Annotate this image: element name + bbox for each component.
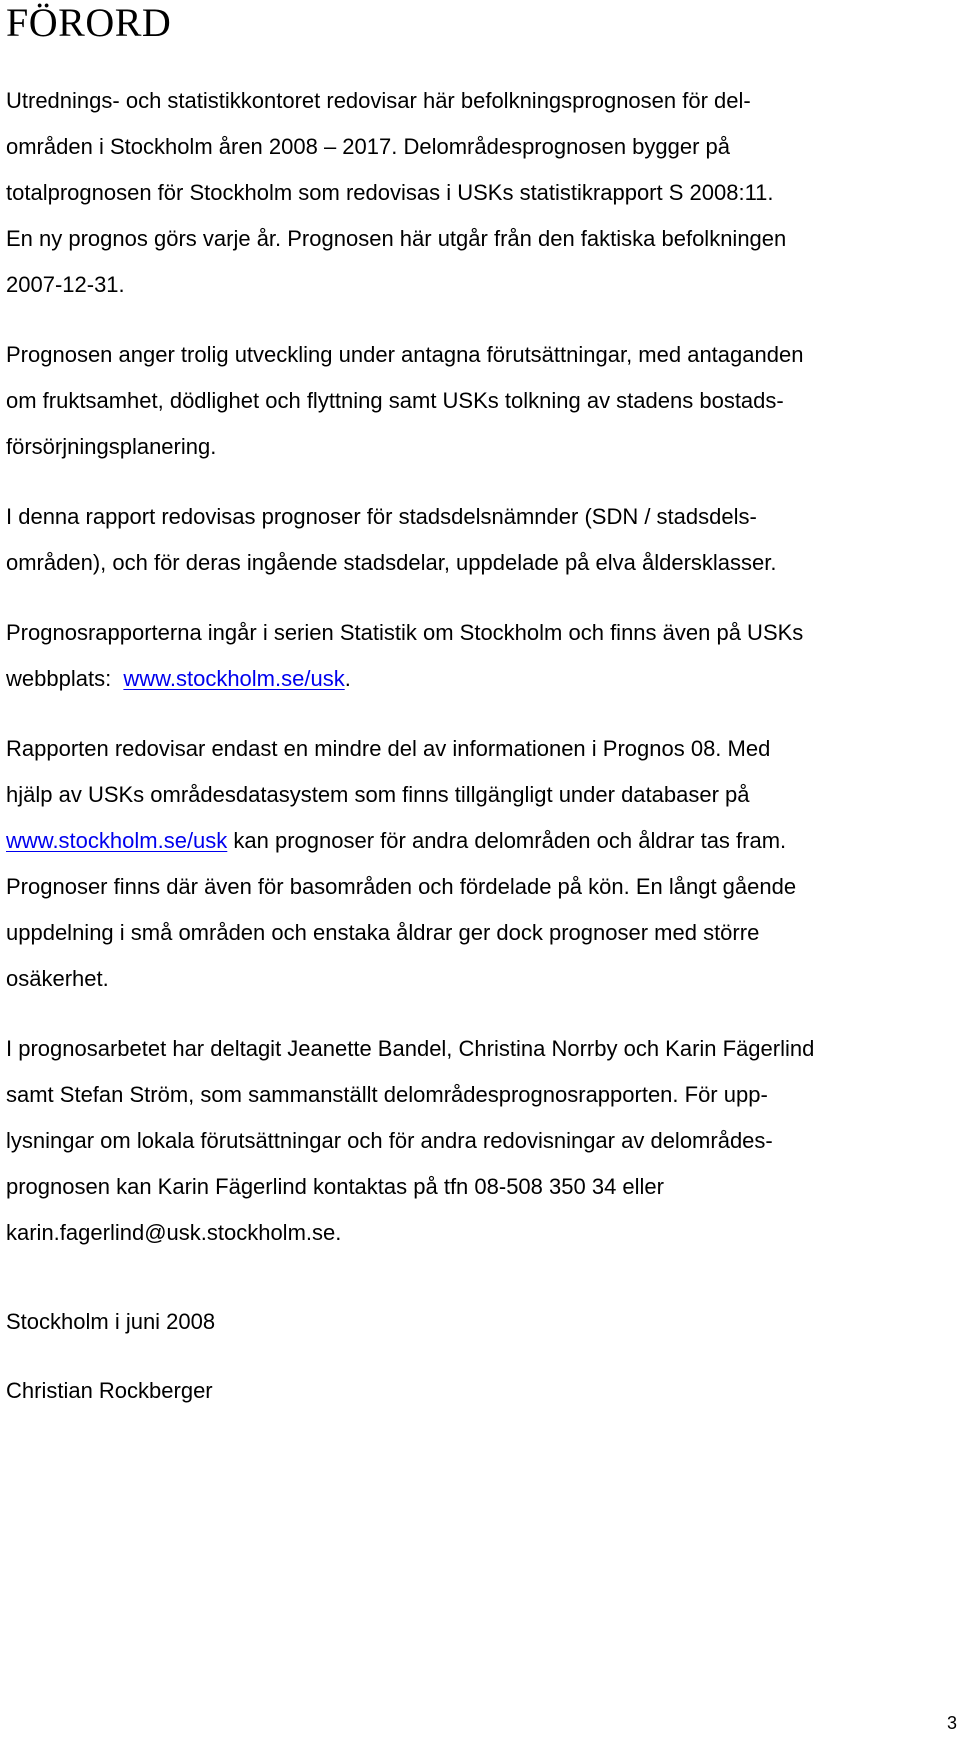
text-line: samt Stefan Ström, som sammanställt delområdesprognosrapporten. För upp- [6,1082,768,1107]
signature-place-date: Stockholm i juni 2008 [6,1309,216,1334]
text-line: försörjningsplanering. [6,434,217,459]
document-body [6,78,946,1280]
text-line [6,818,946,864]
text-fragment: kan prognoser för andra delområden och åldrar tas fram. [227,828,787,853]
paragraph-intro [6,78,946,308]
text-line: I prognosarbetet har deltagit Jeanette Bandel, Christina Norrby och Karin Fägerlind [6,1036,815,1061]
text-fragment: . [344,666,351,691]
text-line: uppdelning i små områden och enstaka åldrar ger dock prognoser med större [6,920,760,945]
text-line: I denna rapport redovisas prognoser för stadsdelsnämnder (SDN / stadsdels- [6,504,757,529]
text-line: Prognoser finns där även för basområden och fördelade på kön. En långt gående [6,874,797,899]
paragraph-assumptions [6,332,946,470]
text-line: osäkerhet. [6,966,109,991]
usk-database-link[interactable]: www.stockholm.se/usk [6,828,228,853]
paragraph-report-scope [6,494,946,586]
text-fragment: webbplats: [6,666,124,691]
paragraph-database [6,726,946,1002]
text-line: Prognosrapporterna ingår i serien Statistik om Stockholm och finns även på USKs [6,620,804,645]
text-line: prognosen kan Karin Fägerlind kontaktas på tfn 08-508 350 34 eller [6,1174,664,1199]
text-line [6,656,946,702]
text-line: 2007-12-31. [6,272,125,297]
text-line: områden i Stockholm åren 2008 – 2017. Delområdesprognosen bygger på [6,134,731,159]
signature-name: Christian Rockberger [6,1378,213,1403]
text-line: En ny prognos görs varje år. Prognosen här utgår från den faktiska befolkningen [6,226,787,251]
text-line: karin.fagerlind@usk.stockholm.se. [6,1220,342,1245]
usk-website-link[interactable]: www.stockholm.se/usk [123,666,345,691]
text-line: Prognosen anger trolig utveckling under antagna förutsättningar, med antaganden [6,342,804,367]
text-line: hjälp av USKs områdesdatasystem som finns tillgängligt under databaser på [6,782,750,807]
text-line: om fruktsamhet, dödlighet och flyttning samt USKs tolkning av stadens bostads- [6,388,784,413]
text-line: lysningar om lokala förutsättningar och för andra redovisningar av delområdes- [6,1128,773,1153]
page-number: 3 [946,1713,957,1733]
paragraph-series [6,610,946,702]
text-line: Rapporten redovisar endast en mindre del av informationen i Prognos 08. Med [6,736,771,761]
text-line: områden), och för deras ingående stadsdelar, uppdelade på elva åldersklasser. [6,550,777,575]
page-title: FÖRORD [6,0,172,45]
text-line: totalprognosen för Stockholm som redovisas i USKs statistikrapport S 2008:11. [6,180,774,205]
paragraph-contributors [6,1026,946,1256]
text-line: Utrednings- och statistikkontoret redovisar här befolkningsprognosen för del- [6,88,751,113]
